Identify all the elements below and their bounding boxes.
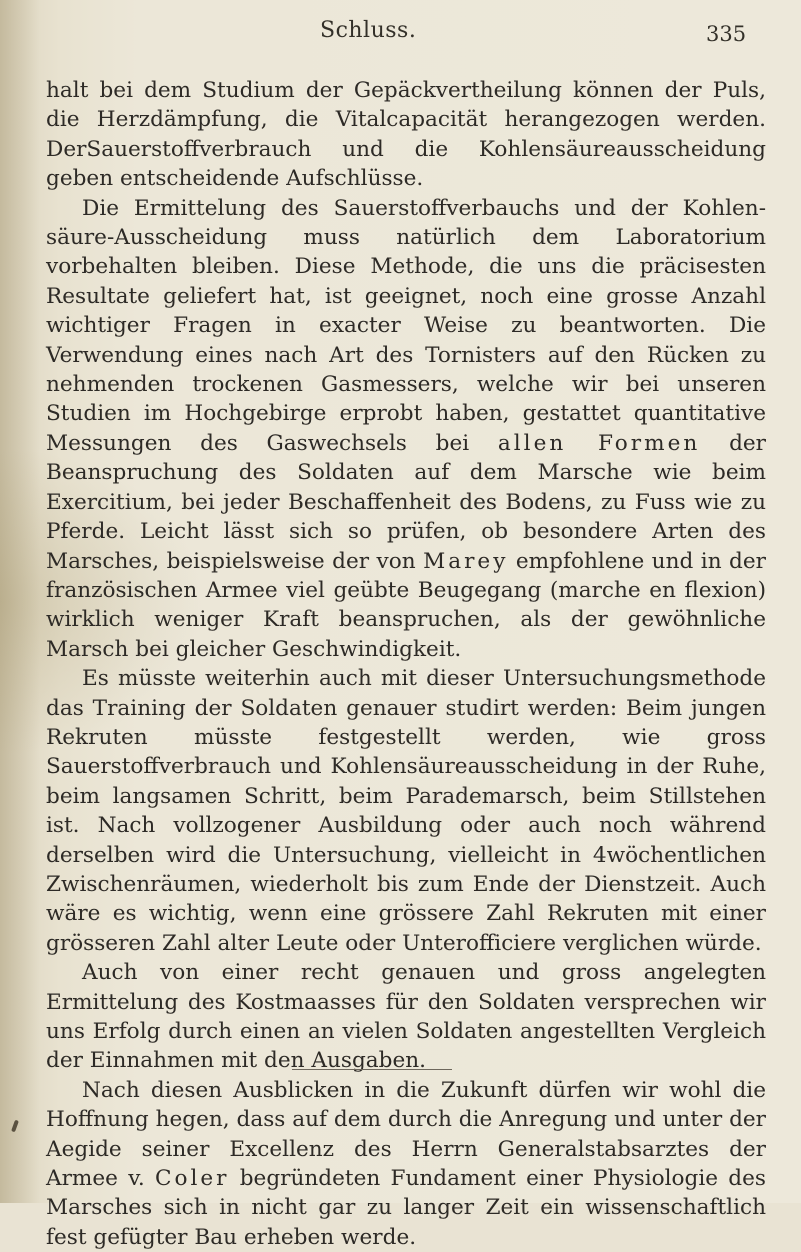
paragraph-2 xyxy=(46,194,766,665)
running-head xyxy=(0,18,801,58)
paragraph-5 xyxy=(46,1076,766,1252)
paragraph-1-text: halt bei dem Studium der Gepäckvertheilung können der Puls, die Herzdämpfung, die Vitalcapacität herangezogen werden. DerSauerstoffverbrauch und die Kohlensäureausscheidung geben entscheidende Aufschlüsse. xyxy=(46,78,766,192)
closing-rule xyxy=(292,1069,452,1070)
page-number: 335 xyxy=(706,22,747,46)
paragraph-3-text: Es müsste weiterhin auch mit dieser Untersuchungsmethode das Training der Soldaten genauer studirt werden: Beim jungen Rekruten müsste festgestellt werden, wie gross Sauerstoffverbrauch und Kohlensäureausscheidung in der Ruhe, beim langsamen Schritt, beim Parademarsch, beim Stillstehen ist. Nach vollzogener Ausbildung oder auch noch während derselben wird die Untersuchung, vielleicht in 4wöchentlichen Zwischenräumen, wiederholt bis zum Ende der Dienstzeit. Auch wäre es wichtig, wenn eine grössere Zahl Rekruten mit einer grösseren Zahl alter Leute oder Unterofficiere verglichen würde. xyxy=(46,666,766,956)
paragraph-5-text-a: Nach diesen Ausblicken in die Zukunft dürfen wir wohl die Hoffnung hegen, dass auf dem durch die Anregung und unter der Aegide seiner Excellenz des Herrn Generalstabsarztes der Armee v. xyxy=(46,1077,766,1192)
paragraph-1 xyxy=(46,76,766,194)
paragraph-5-text-b: begründeten Fundament einer Physiologie des Marsches sich in nicht gar zu langer Zeit ein wissenschaftlich fest gefügter Bau erheben werde. xyxy=(46,1166,766,1250)
paragraph-2-text-c: empfohlene und in der französischen Armee viel geübte Beugegang (marche en flexion) wirklich weniger Kraft beanspruchen, als der gewöhnliche Marsch bei gleicher Geschwindigkeit. xyxy=(46,548,766,662)
body-text xyxy=(46,76,766,1252)
paragraph-2-text-b: der Beanspruchung des Soldaten auf dem Marsche wie beim Exercitium, bei jeder Beschaffenheit des Bodens, zu Fuss wie zu Pferde. Leicht lässt sich so prüfen, ob besondere Arten des Marsches, beispielsweise der von xyxy=(46,430,766,574)
paragraph-3 xyxy=(46,664,766,958)
paragraph-4-text: Auch von einer recht genauen und gross angelegten Ermittelung des Kostmaasses für den Soldaten versprechen wir uns Erfolg durch einen an vielen Soldaten angestellten Vergleich der Einnahmen mit den Ausgaben. xyxy=(46,960,766,1074)
paragraph-2-text-a: Die Ermittelung des Sauerstoffverbauchs und der Kohlen-säure-Ausscheidung muss natürlich dem Laboratorium vorbehalten bleiben. Diese Methode, die uns die präcisesten Resultate geliefert hat, ist geeignet, noch eine grosse Anzahl wichtiger Fragen in exacter Weise zu beantworten. Die Verwendung eines nach Art des Tornisters auf den Rücken zu nehmenden trockenen Gasmessers, welche wir bei unseren Studien im Hochgebirge erprobt haben, gestattet quantitative Messungen des Gaswechsels bei xyxy=(46,195,766,456)
page-gutter-shadow xyxy=(0,0,40,1203)
emphasis-coler: Coler xyxy=(154,1166,230,1192)
emphasis-allen-formen: allen Formen xyxy=(497,430,701,456)
paragraph-4 xyxy=(46,958,766,1076)
emphasis-marey: Marey xyxy=(423,548,509,574)
running-title: Schluss. xyxy=(320,18,417,43)
